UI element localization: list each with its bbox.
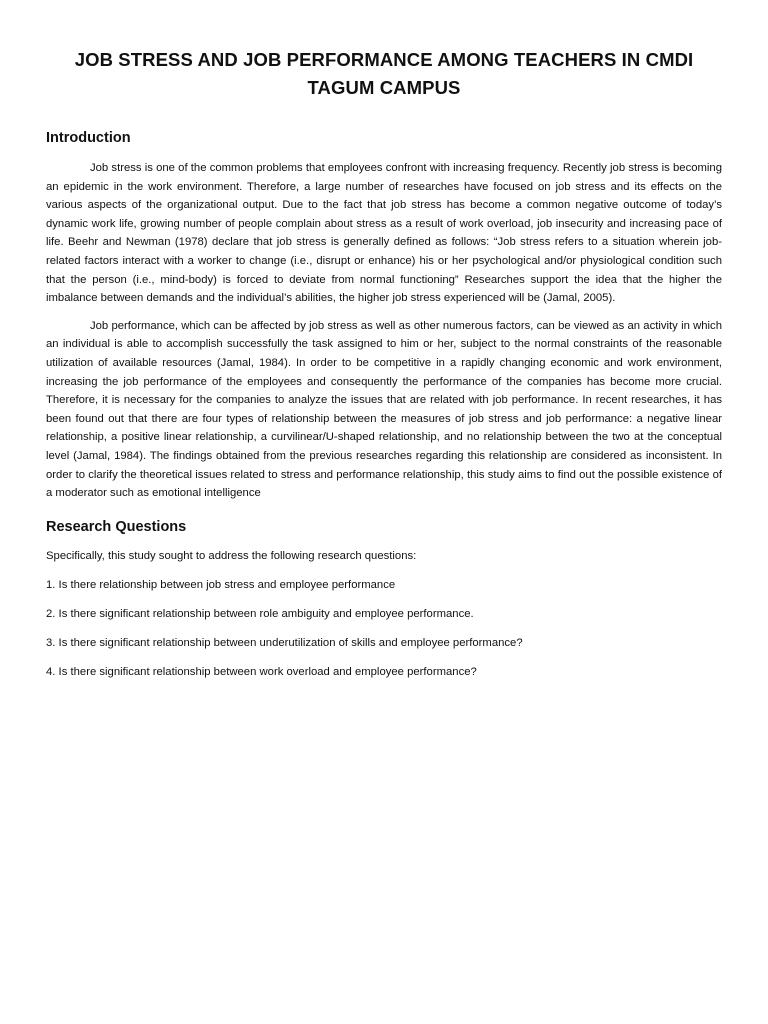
research-question-3: 3. Is there significant relationship between underutilization of skills and employee performance? xyxy=(46,636,523,649)
document-title: JOB STRESS AND JOB PERFORMANCE AMONG TEACHERS IN CMDI TAGUM CAMPUS xyxy=(74,49,694,98)
document-page xyxy=(46,46,722,692)
introduction-heading: Introduction xyxy=(46,130,131,146)
introduction-paragraph-2: Job performance, which can be affected by job stress as well as other numerous factors, can be viewed as an activity in which an individual is able to accomplish successfully the task assigned to him or her, subject to the normal constraints of the reasonable utilization of available resources (Jamal, 1984). In order to be competitive in a rapidly changing economic and work environment, increasing the job performance of the employees and consequently the performance of the companies has become more crucial. Therefore, it is necessary for the companies to analyze the issues that are related with job performance. In recent researches, it has been found out that there are four types of relationship between the measures of job stress and job performance: a negative linear relationship, a positive linear relationship, a curvilinear/U-shaped relationship, and no relationship between the two at the conceptual level (Jamal, 1984). The findings obtained from the previous researches regarding this relationship are considered as inconsistent. In order to clarify the theoretical issues related to stress and performance relationship, this study aims to find out the possible existence of a moderator such as emotional intelligence xyxy=(46,319,722,500)
research-question-2: 2. Is there significant relationship between role ambiguity and employee performance. xyxy=(46,607,474,620)
research-question-1: 1. Is there relationship between job stress and employee performance xyxy=(46,578,396,591)
introduction-paragraph-1: Job stress is one of the common problems that employees confront with increasing frequency. Recently job stress is becoming an epidemic in the work environment. Therefore, a large number of researches have focused on job stress and its effects on the various aspects of the organizational output. Due to the fact that job stress has become a common negative outcome of today’s dynamic work life, growing number of people complain about stress as a result of work overload, job insecurity and increasing pace of life. Beehr and Newman (1978) declare that job stress is generally defined as follows: “Job stress refers to a situation wherein job-related factors interact with a worker to change (i.e., disrupt or enhance) his or her psychological and/or physiological condition such that the person (i.e., mind-body) is forced to deviate from normal functioning” Researches support the idea that the higher the imbalance between demands and the individual’s abilities, the higher job stress experienced will be (Jamal, 2005). xyxy=(46,162,722,305)
research-questions-intro: Specifically, this study sought to address the following research questions: xyxy=(46,549,417,562)
research-questions-heading: Research Questions xyxy=(46,518,187,535)
research-question-4: 4. Is there significant relationship between work overload and employee performance? xyxy=(46,665,477,678)
